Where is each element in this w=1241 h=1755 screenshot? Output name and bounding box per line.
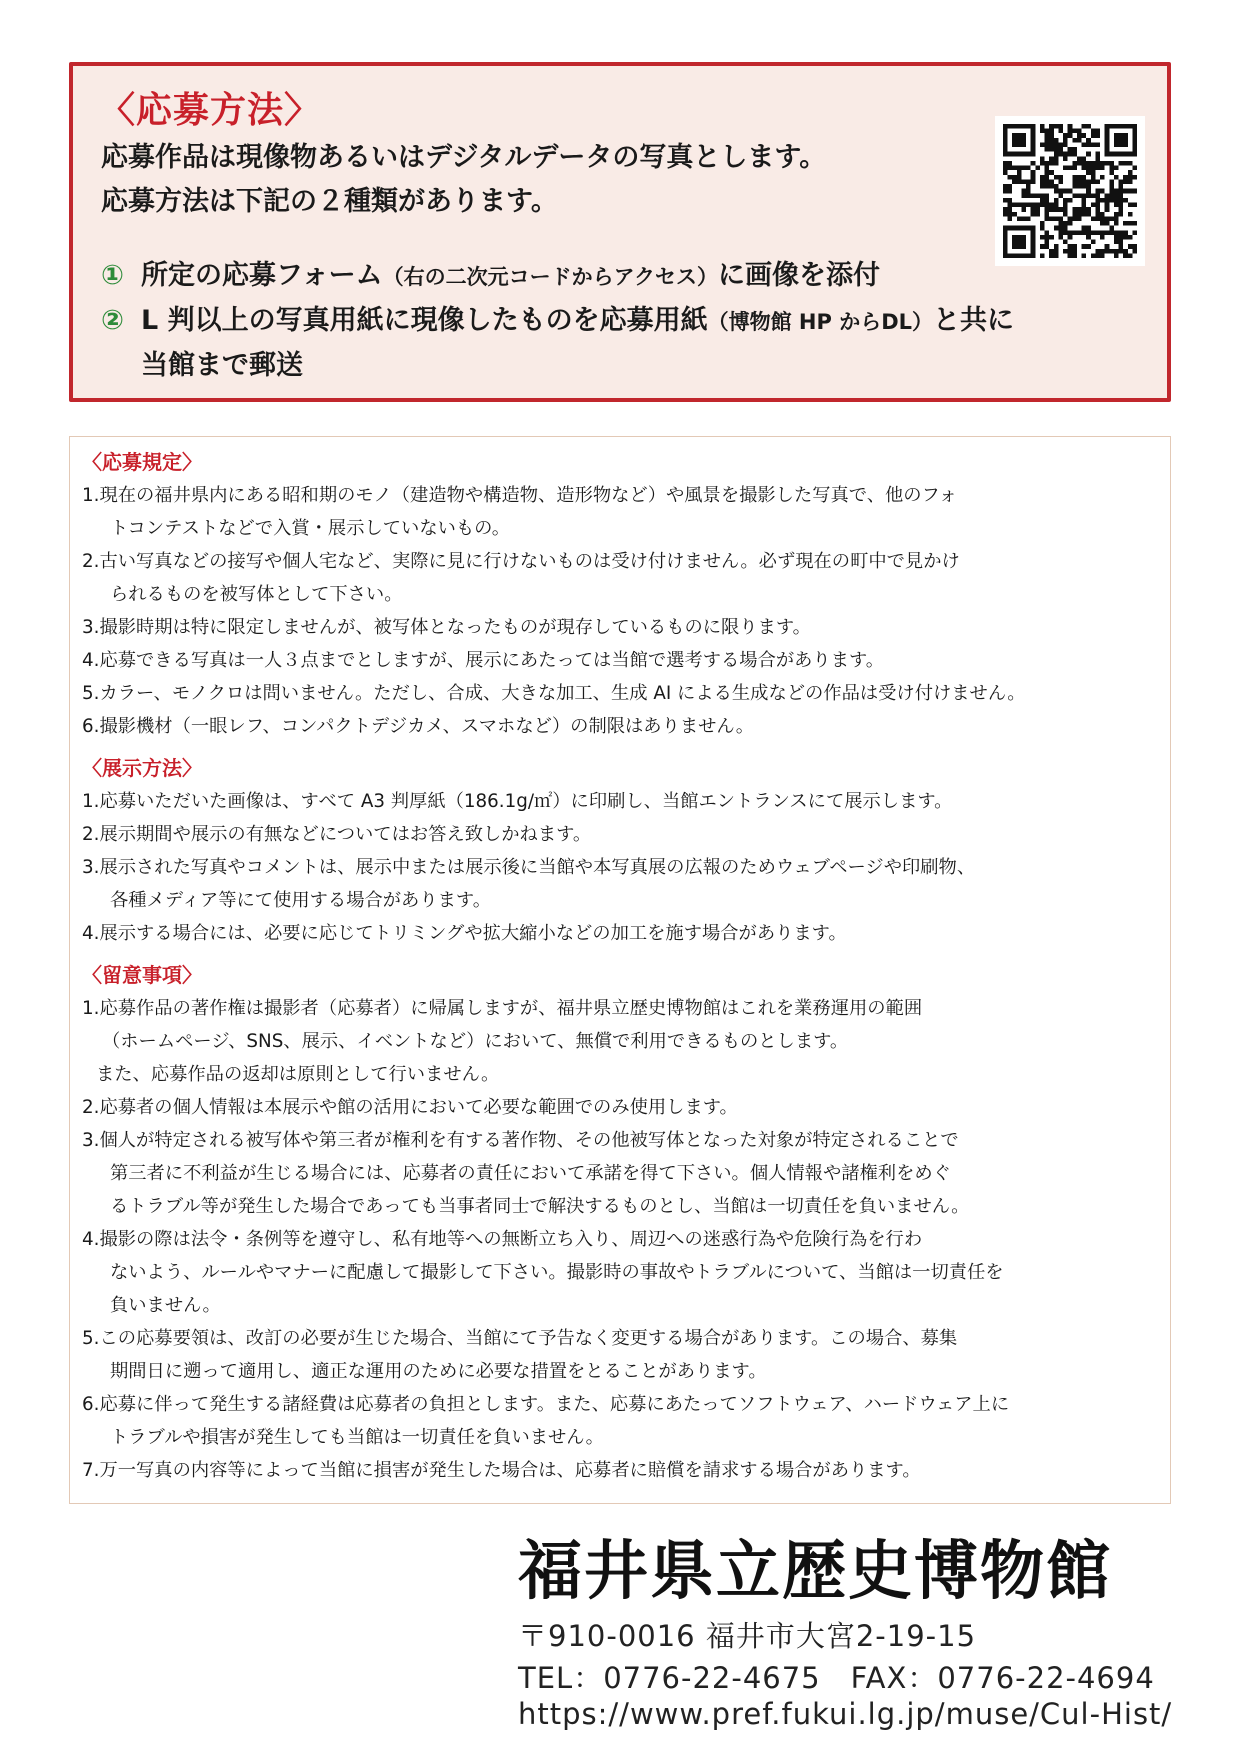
note-item-continued: （ホームページ、SNS、展示、イベントなど）において、無償で利用できるものとします。 — [102, 1031, 849, 1052]
section-heading-rules: 〈応募規定〉 — [82, 450, 202, 474]
display-item: 2.展示期間や展示の有無などについてはお答え致しかねます。 — [82, 824, 592, 845]
method-number: ② — [101, 305, 124, 336]
method-text: L 判以上の写真用紙に現像したものを応募用紙 — [141, 305, 708, 336]
museum-name: 福井県立歴史博物館 — [518, 1535, 1112, 1609]
method-text: と共に — [933, 305, 1015, 336]
display-item: 1.応募いただいた画像は、すべて A3 判厚紙（186.1g/㎡）に印刷し、当館エントランスにて展示します。 — [82, 791, 953, 812]
note-item-continued: 負いません。 — [110, 1295, 221, 1316]
note-item: 4.撮影の際は法令・条例等を遵守し、私有地等への無断立ち入り、周辺への迷惑行為や危険行為を行わ — [82, 1229, 923, 1250]
section-heading-display: 〈展示方法〉 — [82, 756, 202, 780]
museum-phone-fax: TEL：0776-22-4675 FAX：0776-22-4694 — [518, 1661, 1155, 1695]
section-heading-notes: 〈留意事項〉 — [82, 963, 202, 987]
display-item-continued: 各種メディア等にて使用する場合があります。 — [110, 890, 491, 911]
method-text: 当館まで郵送 — [141, 350, 303, 381]
method-number: ① — [101, 260, 124, 291]
note-item: 2.応募者の個人情報は本展示や館の活用において必要な範囲でのみ使用します。 — [82, 1097, 738, 1118]
rule-item-continued: トコンテストなどで入賞・展示していないもの。 — [110, 518, 510, 539]
note-item-continued: るトラブル等が発生した場合であっても当事者同士で解決するものとし、当館は一切責任を負いません。 — [110, 1196, 970, 1217]
rule-item: 6.撮影機材（一眼レフ、コンパクトデジカメ、スマホなど）の制限はありません。 — [82, 716, 755, 737]
rule-item: 2.古い写真などの接写や個人宅など、実際に見に行けないものは受け付けません。必ず現在の町中で見かけ — [82, 551, 960, 572]
method-item-2 — [101, 299, 1014, 344]
note-item-continued: また、応募作品の返却は原則として行いません。 — [96, 1064, 500, 1085]
note-item: 7.万一写真の内容等によって当館に損害が発生した場合は、応募者に賠償を請求する場合があります。 — [82, 1460, 921, 1481]
intro-line: 応募作品は現像物あるいはデジタルデータの写真とします。 — [101, 142, 827, 173]
rule-item: 5.カラー、モノクロは問いません。ただし、合成、大きな加工、生成 AI による生成などの作品は受け付けません。 — [82, 683, 1026, 704]
rule-item: 3.撮影時期は特に限定しませんが、被写体となったものが現存しているものに限ります。 — [82, 617, 811, 638]
museum-url-link[interactable]: https://www.pref.fukui.lg.jp/muse/Cul-Hist/ — [518, 1697, 1173, 1731]
note-item-continued: ないよう、ルールやマナーに配慮して撮影して下さい。撮影時の事故やトラブルについて、当館は一切責任を — [110, 1262, 1004, 1283]
method-note: （右の二次元コードからアクセス） — [382, 265, 719, 289]
rules-box — [69, 436, 1171, 1504]
qr-code-icon[interactable] — [995, 116, 1145, 266]
method-text: 所定の応募フォーム — [141, 260, 383, 291]
rule-item-continued: られるものを被写体として下さい。 — [110, 584, 403, 605]
qr-code-graphic — [1003, 124, 1137, 258]
application-method-intro — [101, 136, 826, 224]
note-item: 1.応募作品の著作権は撮影者（応募者）に帰属しますが、福井県立歴史博物館はこれを業務運用の範囲 — [82, 998, 923, 1019]
rule-item: 1.現在の福井県内にある昭和期のモノ（建造物や構造物、造形物など）や風景を撮影した写真で、他のフォ — [82, 485, 958, 506]
note-item: 5.この応募要領は、改訂の必要が生じた場合、当館にて予告なく変更する場合があります。この場合、募集 — [82, 1328, 958, 1349]
method-note: （博物館 HP からDL） — [707, 310, 934, 334]
application-method-title: 〈応募方法〉 — [99, 90, 322, 131]
museum-address: 〒910-0016 福井市大宮2-19-15 — [518, 1619, 977, 1653]
method-item-2-continued — [101, 344, 1014, 388]
note-item-continued: トラブルや損害が発生しても当館は一切責任を負いません。 — [110, 1427, 604, 1448]
note-item-continued: 第三者に不利益が生じる場合には、応募者の責任において承諾を得て下さい。個人情報や諸権利をめぐ — [110, 1163, 951, 1184]
method-text: に画像を添付 — [718, 260, 881, 291]
rule-item: 4.応募できる写真は一人３点までとしますが、展示にあたっては当館で選考する場合があります。 — [82, 650, 885, 671]
note-item-continued: 期間日に遡って適用し、適正な運用のために必要な措置をとることがあります。 — [110, 1361, 767, 1382]
intro-line: 応募方法は下記の２種類があります。 — [101, 186, 558, 217]
application-method-box — [69, 62, 1171, 402]
display-item: 4.展示する場合には、必要に応じてトリミングや拡大縮小などの加工を施す場合があります。 — [82, 923, 847, 944]
application-method-list — [101, 254, 1014, 388]
note-item: 3.個人が特定される被写体や第三者が権利を有する著作物、その他被写体となった対象が特定されることで — [82, 1130, 959, 1151]
note-item: 6.応募に伴って発生する諸経費は応募者の負担とします。また、応募にあたってソフトウェア、ハードウェア上に — [82, 1394, 1010, 1415]
display-item: 3.展示された写真やコメントは、展示中または展示後に当館や本写真展の広報のためウェブページや印刷物、 — [82, 857, 976, 878]
method-item-1 — [101, 254, 1014, 299]
